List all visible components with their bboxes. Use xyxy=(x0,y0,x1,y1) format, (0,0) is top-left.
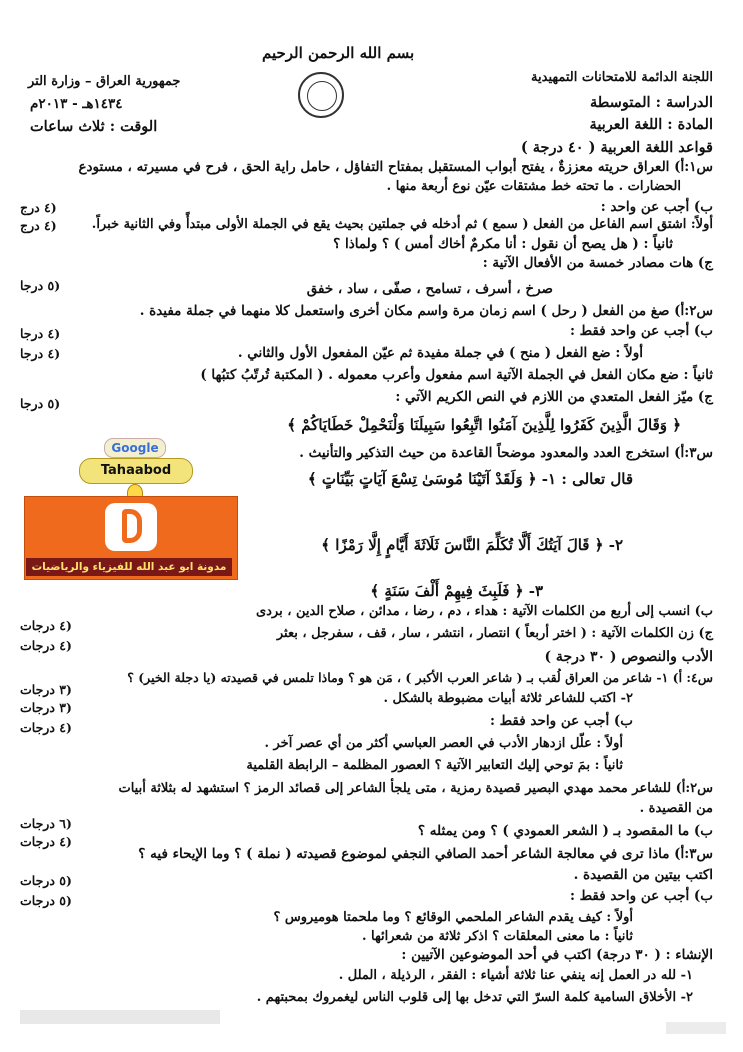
exam-line: الأدب والنصوص ( ٣٠ درجة ) xyxy=(544,649,713,665)
exam-line: الإنشاء : ( ٣٠ درجة) اكتب في أحد الموضوعين الآتيين : xyxy=(401,947,713,963)
exam-line: س٢:أ) للشاعر محمد مهدي البصير قصيدة رمزية ، متى يلجأ الشاعر إلى قصائد الرمز ؟ استشهد له بثلاثة أبيات xyxy=(118,781,713,796)
committee-name: اللجنة الدائمة للامتحانات التمهيدية xyxy=(531,70,713,85)
marks-label: (٤ درج xyxy=(20,218,57,233)
marks-label: (٥ درجا xyxy=(20,396,61,411)
exam-line: أولاً : ضع الفعل ( منح ) في جملة مفيدة ثم عيّن المفعول الأول والثاني . xyxy=(237,345,643,361)
exam-line: س١:أ) العراق حريته معززةٌ ، يفتح أبواب المستقبل بمفتاح التفاؤل ، حامل راية الحق ، فرح في مسيرته ، مستودع xyxy=(78,159,713,175)
exam-line: س٣:أ) استخرج العدد والمعدود موضحاً القاعدة من حيث التذكير والتأنيث . xyxy=(299,445,713,461)
marks-label: (٤ درج xyxy=(20,200,57,215)
exam-line: ج) هات مصادر خمسة من الأفعال الآتية : xyxy=(482,255,713,271)
exam-line: ب) أجب عن واحد : xyxy=(600,199,713,215)
exam-line: س٢:أ) صغ من الفعل ( رحل ) اسم زمان مرة واسم مكان أخرى واستعمل كلا منهما في جملة مفيدة . xyxy=(139,303,713,319)
exam-line: أولاً: اشتق اسم الفاعل من الفعل ( سمع ) ثم أدخله في جملتين بحيث يقع في الجملة الأولى مبتدأً وفي الثانية خبراً. xyxy=(91,217,713,232)
exam-line: أولاً : كيف يقدم الشاعر الملحمي الوقائع ؟ وما ملحمتا هوميروس ؟ xyxy=(273,910,633,925)
blog-logo xyxy=(24,438,236,578)
ministry-seal-icon xyxy=(298,72,344,118)
marks-label: (٤ درجا xyxy=(20,346,61,361)
marks-label: (٤ درجات xyxy=(20,638,72,653)
marks-label: (٣ درجات xyxy=(20,700,72,715)
exam-line: ثانياً : ضع مكان الفعل في الجملة الآتية اسم مفعول وأعرب معموله . ( المكتبة تُرتّبُ كتبُها ) xyxy=(200,367,713,383)
country-label: جمهورية العراق – وزارة التر xyxy=(28,74,181,89)
exam-line: ٢- ﴿ قَالَ آيَتُكَ أَلَّا تُكَلِّمَ النَّاسَ ثَلَاثَةَ أَيَّامٍ إِلَّا رَمْزًا ﴾ xyxy=(321,536,623,554)
subject-label: المادة : اللغة العربية xyxy=(589,116,713,133)
marks-label: (٥ درجات xyxy=(20,873,72,888)
exam-line: ٣- ﴿ فَلَبِثَ فِيهِمْ أَلْفَ سَنَةٍ ﴾ xyxy=(370,582,543,600)
marks-label: (٤ درجات xyxy=(20,834,72,849)
exam-line: ج) زن الكلمات الآتية : ( اختر أربعاً ) انتصار ، انتشر ، سار ، قف ، سفرجل ، بعثر xyxy=(276,626,713,641)
tahaabod-label: Tahaabod xyxy=(79,458,193,484)
stage-label: الدراسة : المتوسطة xyxy=(590,94,713,111)
scan-edge-right xyxy=(666,1022,726,1034)
exam-line: س٣:أ) ماذا ترى في معالجة الشاعر أحمد الصافي النجفي لموضوع قصيدته ( نملة ) ؟ وما الإيحاء فيه ؟ xyxy=(138,846,713,862)
exam-line: اكتب بيتين من القصيدة . xyxy=(573,867,713,883)
exam-line: ١- لله در العمل إنه ينفي عنا ثلاثة أشياء : الفقر ، الرذيلة ، الملل . xyxy=(338,968,693,983)
exam-line: ب) ما المقصود بـ ( الشعر العمودي ) ؟ ومن يمثله ؟ xyxy=(417,823,713,839)
exam-line: من القصيدة . xyxy=(639,801,713,816)
exam-line: ٢- اكتب للشاعر ثلاثة أبيات مضبوطة بالشكل . xyxy=(383,691,633,706)
time-label: الوقت : ثلاث ساعات xyxy=(30,118,158,135)
exam-line: ب) انسب إلى أربع من الكلمات الآتية : هداء ، دم ، رضا ، مدائن ، صلاح الدين ، بردى xyxy=(255,604,713,619)
exam-line: ب) أجب عن واحد فقط : xyxy=(569,888,713,904)
marks-label: (٤ درجات xyxy=(20,720,72,735)
scan-edge xyxy=(20,1010,220,1024)
exam-line: ثانياً : ( هل يصح أن نقول : أنا مكرمٌ أخاك أمس ) ؟ ولماذا ؟ xyxy=(333,236,673,252)
exam-line: أولاً : علّل ازدهار الأدب في العصر العباسي أكثر من أي عصر آخر . xyxy=(264,736,623,751)
google-label: Google xyxy=(104,438,166,458)
marks-label: (٤ درجات xyxy=(20,618,72,633)
exam-line: ٢- الأخلاق السامية كلمة السرّ التي تدخل بها إلى قلوب الناس ليغمروك بمحبتهم . xyxy=(256,990,693,1005)
exam-line: ﴿ وَقَالَ الَّذِينَ كَفَرُوا لِلَّذِينَ آمَنُوا اتَّبِعُوا سَبِيلَنَا وَلْنَحْمِلْ خَطَايَاكُمْ ﴾ xyxy=(287,416,681,434)
year-label: ١٤٣٤هـ - ٢٠١٣م xyxy=(30,96,123,112)
exam-line: ب) أجب عن واحد فقط : xyxy=(489,713,633,729)
marks-label: (٥ درجات xyxy=(20,893,72,908)
exam-line: الحضارات . ما تحته خط مشتقات عيّن نوع أربعة منها . xyxy=(386,179,681,194)
exam-line: قال تعالى : ١- ﴿ وَلَقَدْ آتَيْنَا مُوسَىٰ تِسْعَ آيَاتٍ بَيِّنَاتٍ ﴾ xyxy=(307,470,633,488)
exam-line: ثانياً : بمَ توحي إليك التعابير الآتية ؟ العصور المظلمة – الرابطة القلمية xyxy=(246,758,623,773)
marks-label: (٤ درجا xyxy=(20,326,61,341)
basmala: بسم الله الرحمن الرحيم xyxy=(262,44,415,62)
blogger-icon xyxy=(105,503,157,551)
marks-label: (٣ درجات xyxy=(20,682,72,697)
marks-label: (٥ درجا xyxy=(20,278,61,293)
exam-line: ج) ميّز الفعل المتعدي من اللازم في النص الكريم الآتي : xyxy=(395,389,713,405)
exam-line: صرخ ، أسرف ، تسامح ، صفّى ، ساد ، خفق xyxy=(306,281,553,297)
exam-line: س٤: أ) ١- شاعر من العراق لُقب بـ ( شاعر العرب الأكبر ) ، مَن هو ؟ وماذا تلمس في قصيدته (يا دجلة الخير) ؟ xyxy=(127,670,713,685)
exam-line: ب) أجب عن واحد فقط : xyxy=(569,323,713,339)
marks-label: (٦ درجات xyxy=(20,816,72,831)
blog-caption: مدونة ابو عبد الله للفيزياء والرياضيات xyxy=(26,558,232,576)
exam-line: ثانياً : ما معنى المعلقات ؟ اذكر ثلاثة من شعرائها . xyxy=(361,929,633,944)
grammar-section-title: قواعد اللغة العربية ( ٤٠ درجة ) xyxy=(520,139,713,156)
